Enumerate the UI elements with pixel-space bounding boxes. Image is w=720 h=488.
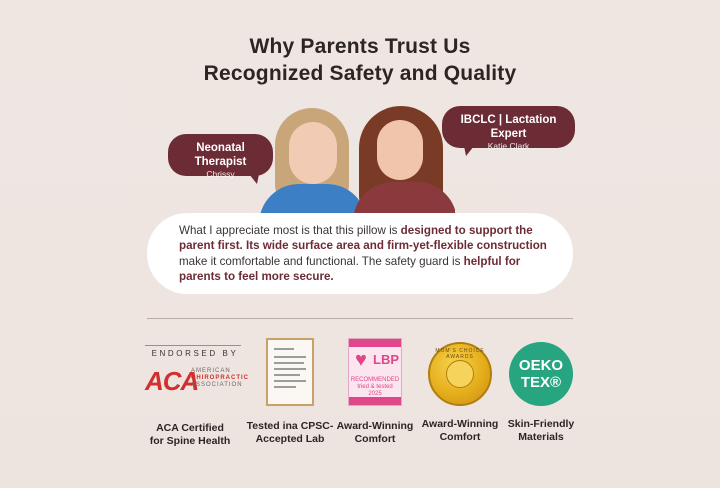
badge-cpsc: [245, 336, 335, 446]
cert-line: [274, 368, 306, 370]
caption-line-1: Award-Winning: [336, 420, 414, 432]
caption-line-2: for Spine Health: [149, 435, 231, 447]
caption-line-1: Tested ina CPSC-: [246, 420, 334, 432]
badge-caption: [330, 420, 420, 446]
aca-endorsed-text: ENDORSED BY: [151, 349, 239, 358]
caption-line-2: Comfort: [439, 431, 481, 443]
experts-photo: [255, 104, 455, 222]
expert-bubble-neonatal: [168, 134, 273, 179]
cert-line: [274, 386, 296, 388]
aca-rule: [145, 345, 241, 346]
oeko-tex-logo: [509, 342, 573, 406]
caption-line-2: Accepted Lab: [255, 433, 325, 445]
cert-line: [274, 348, 294, 350]
lbp-logo: [348, 338, 402, 406]
expert-role: Neonatal Therapist: [194, 142, 247, 168]
expert-1-face: [289, 122, 337, 184]
section-divider: [147, 318, 573, 319]
badge-lbp: [330, 336, 420, 446]
expert-2-face: [377, 120, 423, 180]
badge-oeko-tex: [496, 336, 586, 444]
lbp-rec-1: RECOMMENDED: [350, 377, 400, 383]
lbp-recommended: [349, 377, 401, 398]
badge-moms-choice: [415, 336, 505, 444]
testimonial-quote: [147, 213, 573, 294]
expert-bubble-lactation: [442, 106, 575, 151]
badge-caption: [145, 422, 235, 448]
tex-text: TEX®: [520, 374, 562, 391]
cert-line: [274, 356, 306, 358]
cert-line: [274, 362, 304, 364]
page-headline: [0, 33, 720, 87]
aca-sub-2: CHIROPRACTIC: [191, 375, 249, 381]
caption-line-1: Skin-Friendly: [507, 418, 575, 430]
aca-sub-1: AMERICAN: [191, 368, 231, 374]
cert-line: [274, 374, 300, 376]
certificate-icon: [266, 338, 314, 406]
caption-line-1: Award-Winning: [421, 418, 499, 430]
lbp-rec-2: tried & tested: [357, 384, 393, 390]
seal-ring-text: MOM'S CHOICE AWARDS: [435, 348, 485, 360]
seal-center: [446, 360, 474, 388]
headline-line-2: Recognized Safety and Quality: [203, 62, 517, 85]
lbp-top-band: [349, 339, 401, 347]
oeko-text: OEKO: [518, 357, 564, 374]
badge-aca: [145, 336, 249, 448]
heart-icon: ♥: [355, 349, 367, 371]
moms-choice-seal-icon: [428, 342, 492, 406]
badge-caption: [415, 418, 505, 444]
headline-line-1: Why Parents Trust Us: [249, 35, 471, 58]
aca-logo: [145, 336, 249, 416]
badge-caption: [245, 420, 335, 446]
expert-role: IBCLC | Lactation Expert: [460, 114, 557, 140]
expert-name: Chrissy: [206, 169, 235, 179]
aca-subtitle: [191, 368, 249, 389]
caption-line-2: Comfort: [354, 433, 396, 445]
lbp-text: LBP: [373, 352, 399, 367]
expert-name: Katie Clark: [487, 141, 530, 151]
quote-highlight-1: designed to support the parent first. Its wide surface area and firm-yet-flexible construction: [179, 224, 547, 253]
quote-text-2: make it comfortable and functional. The safety guard is: [179, 254, 464, 268]
aca-mark: ACA: [145, 366, 199, 396]
lbp-bottom-band: [349, 397, 401, 405]
cert-line: [274, 380, 306, 382]
quote-highlight-2: helpful for parents to feel more secure.: [179, 254, 521, 284]
caption-line-2: Materials: [518, 431, 564, 443]
badge-caption: [496, 418, 586, 444]
caption-line-1: ACA Certified: [156, 422, 224, 434]
aca-sub-3: ASSOCIATION: [191, 382, 243, 388]
quote-text-1: What I appreciate most is that this pillow is: [179, 224, 401, 237]
lbp-rec-3: 2025: [368, 391, 382, 397]
